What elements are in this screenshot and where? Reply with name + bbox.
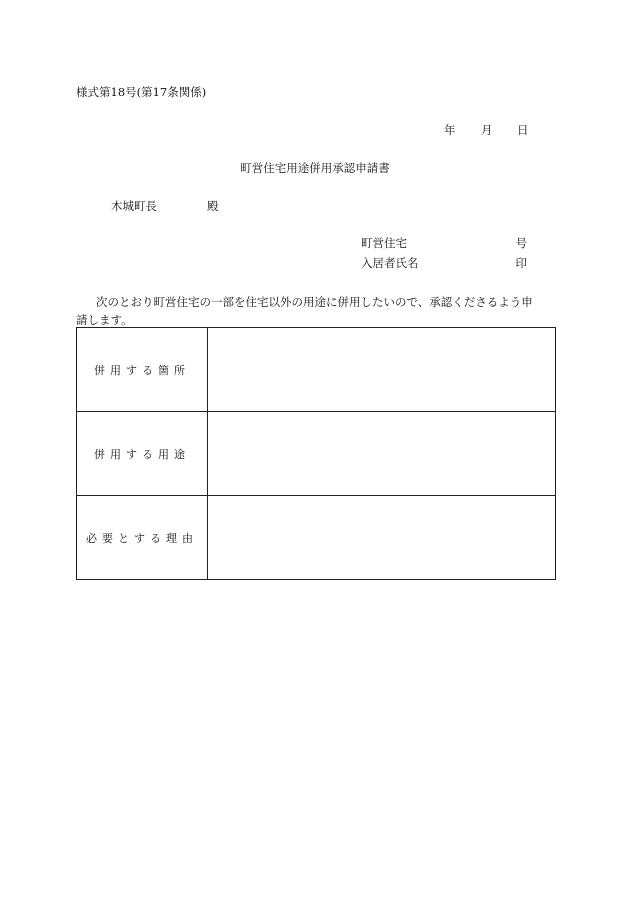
housing-number-suffix: 号 xyxy=(515,236,527,250)
usage-purpose-label: 併用する用途 xyxy=(77,412,208,496)
request-statement xyxy=(76,293,560,329)
form-number: 様式第18号(第17条関係) xyxy=(76,85,207,99)
addressee-mayor: 木城町長 xyxy=(111,199,157,213)
table-row xyxy=(77,412,556,496)
usage-location-label: 併用する箇所 xyxy=(77,328,208,412)
table-row xyxy=(77,328,556,412)
usage-location-field[interactable] xyxy=(208,328,556,412)
resident-name-label: 入居者氏名 xyxy=(361,256,419,270)
addressee xyxy=(111,198,219,214)
applicant-resident-row xyxy=(361,255,527,271)
reason-label: 必要とする理由 xyxy=(77,496,208,580)
date-day-label: 日 xyxy=(517,123,529,137)
date-month-label: 月 xyxy=(481,123,493,137)
housing-label: 町営住宅 xyxy=(361,236,407,250)
addressee-honorific: 殿 xyxy=(207,199,219,213)
document-title: 町営住宅用途併用承認申請書 xyxy=(240,161,390,175)
application-table xyxy=(76,327,556,580)
date-line xyxy=(444,122,529,138)
applicant-housing-row xyxy=(361,235,527,251)
usage-purpose-field[interactable] xyxy=(208,412,556,496)
table-row xyxy=(77,496,556,580)
request-statement-line1: 次のとおり町営住宅の一部を住宅以外の用途に併用したいので、承認くださるよう申 xyxy=(96,295,533,309)
reason-field[interactable] xyxy=(208,496,556,580)
date-year-label: 年 xyxy=(444,123,456,137)
seal-mark: 印 xyxy=(515,256,527,270)
request-statement-line2: 請します。 xyxy=(76,313,133,327)
